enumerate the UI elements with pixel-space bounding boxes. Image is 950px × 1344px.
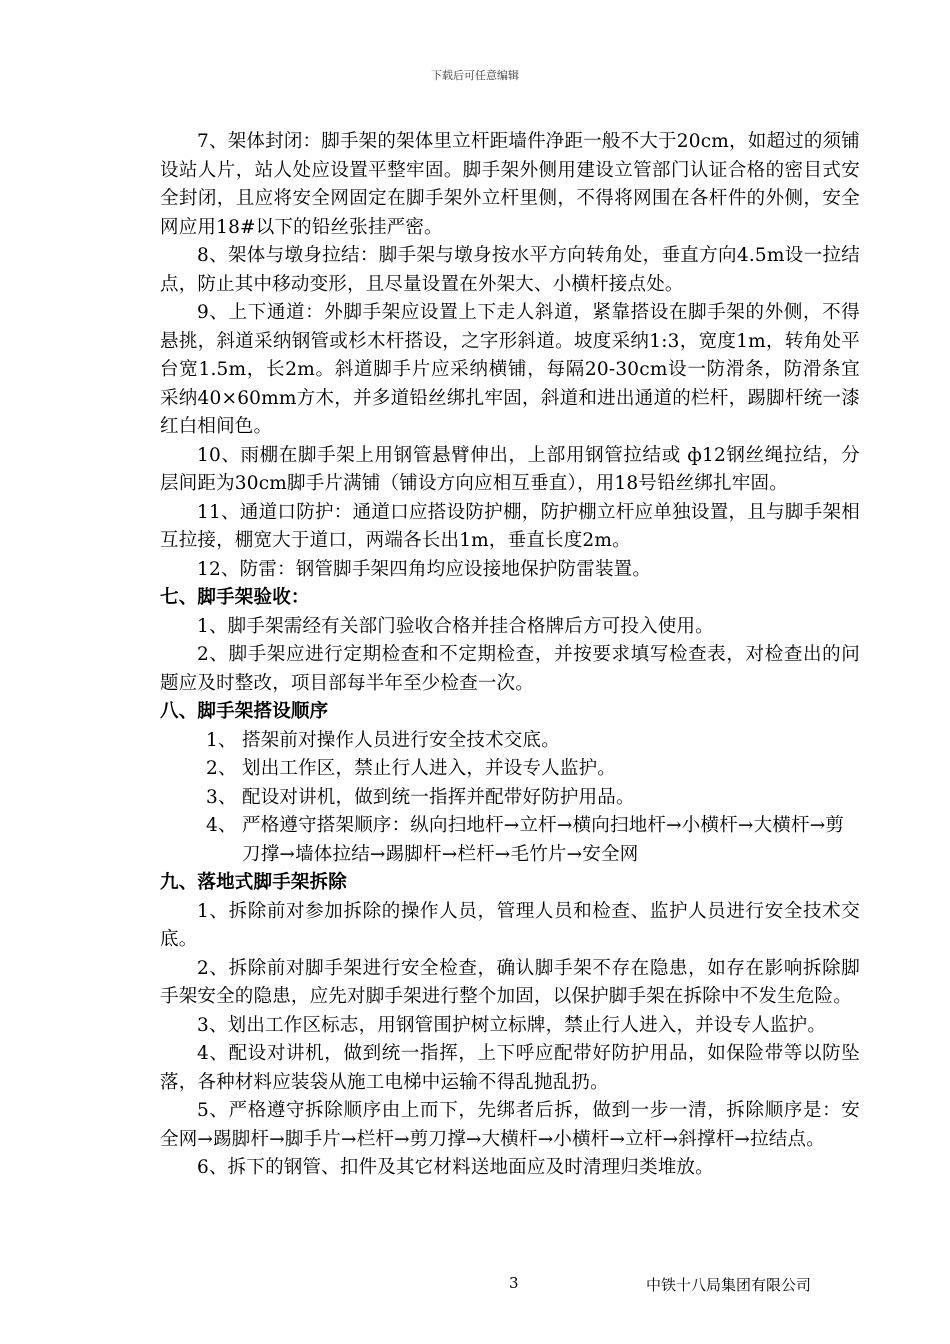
list-item-number: 4、: [206, 815, 237, 836]
paragraph-8-tie: 8、架体与墩身拉结：脚手架与墩身按水平方向转角处，垂直方向4.5m设一拉结点，防止其中移动变形，且尽量设置在外架大、小横杆接点处。: [160, 245, 860, 295]
list-item-text: 搭架前对操作人员进行安全技术交底。: [242, 729, 560, 751]
list-item-text: 严格遵守搭架顺序：纵向扫地杆→立杆→横向扫地杆→小横杆→大横杆→剪刀撑→墙体拉结→踢脚杆→栏杆→毛竹片→安全网: [242, 815, 845, 865]
list-item-number: 1、: [206, 729, 237, 751]
paragraph-7-enclosure: 7、架体封闭：脚手架的架体里立杆距墙件净距一般不大于20cm，如超过的须铺设站人片，站人处应设置平整牢固。脚手架外侧用建设立管部门认证合格的密目式安全封闭，且应将安全网固定在脚手架外立杆里侧，不得将网围在各杆件的外侧，安全网应用18#以下的铅丝张挂严密。: [160, 131, 860, 238]
paragraph-dismantle-5: 5、严格遵守拆除顺序由上而下，先绑者后拆，做到一步一清，拆除顺序是：安全网→踢脚杆→脚手片→栏杆→剪刀撑→大横杆→小横杆→立杆→斜撑杆→拉结点。: [160, 1100, 860, 1150]
list-item: [160, 727, 860, 756]
section-heading-9: 九、落地式脚手架拆除: [160, 872, 348, 893]
list-item-text: 配设对讲机，做到统一指挥并配带好防护用品。: [242, 786, 635, 808]
document-body: [160, 128, 860, 1183]
company-name: 中铁十八局集团有限公司: [646, 1276, 812, 1294]
paragraph-12-lightning: 12、防雷：钢管脚手架四角均应设接地保护防雷装置。: [197, 558, 652, 580]
paragraph-dismantle-2: 2、拆除前对脚手架进行安全检查，确认脚手架不存在隐患，如存在影响拆除脚手架安全的隐患，应先对脚手架进行整个加固，以保护脚手架在拆除中不发生危险。: [160, 957, 860, 1007]
header-note: 下载后可任意编辑: [431, 69, 519, 82]
list-item-number: 3、: [206, 786, 237, 808]
paragraph-dismantle-3: 3、划出工作区标志，用钢管围护树立标牌，禁止行人进入，并设专人监护。: [197, 1014, 827, 1036]
paragraph-10-canopy: 10、雨棚在脚手架上用钢管悬臂伸出，上部用钢管拉结或 ф12钢丝绳拉结，分层间距为30cm脚手片满铺（铺设方向应相互垂直），用18号铅丝绑扎牢固。: [160, 444, 860, 494]
page-number: 3: [509, 1274, 519, 1292]
section-heading-7: 七、脚手架验收：: [160, 587, 310, 608]
paragraph-dismantle-6: 6、拆下的钢管、扣件及其它材料送地面应及时清理归类堆放。: [197, 1157, 714, 1178]
paragraph-dismantle-4: 4、配设对讲机，做到统一指挥，上下呼应配带好防护用品，如保险带等以防坠落，各种材料应装袋从施工电梯中运输不得乱抛乱扔。: [160, 1043, 860, 1093]
paragraph-11-entrance: 11、通道口防护：通道口应搭设防护棚，防护棚立杆应单独设置，且与脚手架相互拉接，棚宽大于道口，两端各长出1m，垂直长度2m。: [160, 501, 860, 551]
paragraph-dismantle-1: 1、拆除前对参加拆除的操作人员，管理人员和检查、监护人员进行安全技术交底。: [160, 900, 860, 950]
paragraph-acceptance-1: 1、脚手架需经有关部门验收合格并挂合格牌后方可投入使用。: [197, 615, 714, 637]
list-item: [160, 755, 860, 784]
paragraph-9-passage: 9、上下通道：外脚手架应设置上下走人斜道，紧靠搭设在脚手架的外侧，不得悬挑，斜道采纳钢管或杉木杆搭设，之字形斜道。坡度采纳1:3，宽度1m，转角处平台宽1.5m，长2m。斜道脚手片应采纳横铺，每隔20-30cm设一防滑条，防滑条宜采纳40×60mm方木，并多道铅丝绑扎牢固，斜道和进出通道的栏杆，踢脚杆统一漆红白相间色。: [160, 302, 860, 437]
list-item-number: 2、: [206, 758, 237, 779]
paragraph-acceptance-2: 2、脚手架应进行定期检查和不定期检查，并按要求填写检查表，对检查出的问题应及时整改，项目部每半年至少检查一次。: [160, 644, 860, 694]
list-item-text: 划出工作区，禁止行人进入，并设专人监护。: [242, 758, 617, 779]
list-item: [160, 784, 860, 813]
list-item: [160, 812, 860, 869]
section-heading-8: 八、脚手架搭设顺序: [160, 701, 329, 722]
